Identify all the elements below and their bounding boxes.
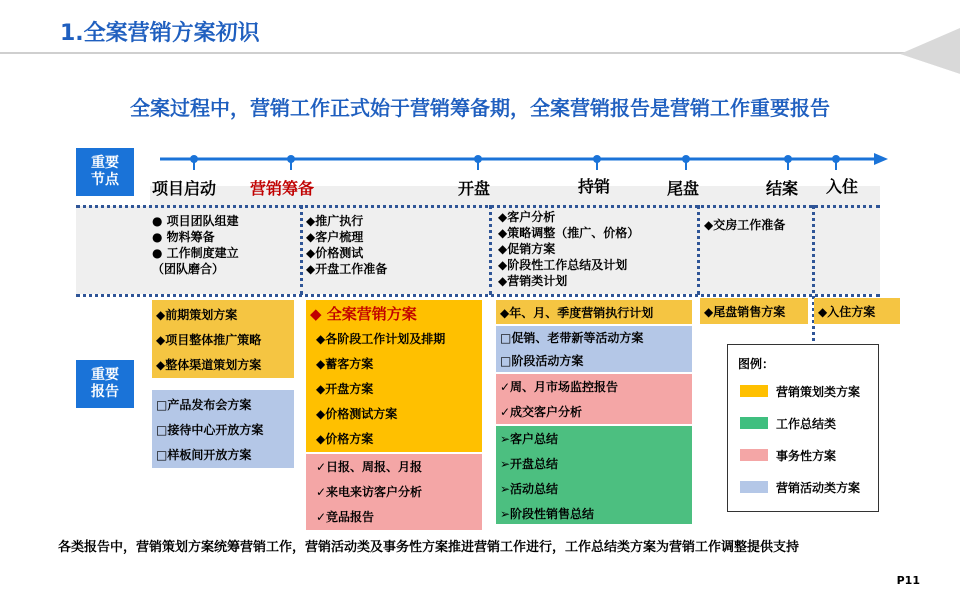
report-item: ➢阶段性销售总结 (500, 507, 595, 521)
legend-swatch (740, 481, 768, 493)
divider-dotted (489, 205, 492, 295)
legend-label: 事务性方案 (776, 448, 837, 463)
list-item: ◆交房工作准备 (704, 218, 786, 232)
legend-item-affairs (728, 439, 878, 471)
work-list-col2 (306, 213, 387, 277)
report-box-activity-col1 (152, 390, 294, 468)
report-box-tail-sales (700, 298, 808, 324)
list-item: ● 物料筹备 (152, 230, 215, 244)
page-title: 1.全案营销方案初识 (60, 21, 260, 46)
report-box-affairs-col2 (306, 454, 482, 530)
work-list-col4 (704, 217, 785, 233)
page-curl-decoration (900, 28, 960, 74)
list-item: ● 工作制度建立 (152, 246, 239, 260)
report-box-strategy-col2 (306, 300, 482, 452)
divider-dotted (812, 205, 815, 355)
list-item: ◆客户梳理 (306, 230, 364, 244)
report-box-activity-col3 (496, 326, 692, 372)
divider-dotted (76, 205, 880, 208)
legend-item-activity (728, 471, 878, 503)
report-item: ◆开盘方案 (316, 382, 374, 396)
milestone-marketing-prep: 营销筹备 (250, 179, 315, 198)
summary-text: 各类报告中，营销策划方案统筹营销工作，营销活动类及事务性方案推进营销工作进行，工作总结类方案为营销工作调整提供支持 (58, 540, 800, 555)
legend-label: 营销策划类方案 (776, 384, 861, 399)
divider-dotted (697, 205, 700, 295)
title-divider (0, 52, 940, 54)
legend-swatch (740, 417, 768, 429)
report-item: ◆蓄客方案 (316, 357, 374, 371)
report-item: ✓成交客户分析 (500, 405, 583, 419)
headline: 全案过程中，营销工作正式始于营销筹备期，全案营销报告是营销工作重要报告 (130, 96, 830, 120)
legend (727, 344, 879, 512)
list-item: ◆营销类计划 (498, 274, 568, 288)
milestone-project-start: 项目启动 (152, 179, 217, 198)
label-milestones: 重要 节点 (76, 148, 134, 196)
label-key-reports: 重要 报告 (76, 360, 134, 408)
legend-title: 图例： (738, 357, 775, 371)
list-item: ◆推广执行 (306, 214, 364, 228)
report-item: ✓竞品报告 (316, 510, 375, 524)
report-box-strategy-col3 (496, 300, 692, 324)
report-box-move-in (814, 298, 900, 324)
report-item: ◆价格方案 (316, 432, 374, 446)
report-item: ✓日报、周报、月报 (316, 460, 423, 474)
list-item: ◆价格测试 (306, 246, 364, 260)
report-item-master-plan: ◆ 全案营销方案 (310, 304, 417, 323)
list-item: ● 项目团队组建 (152, 214, 239, 228)
page-number: P11 (896, 574, 920, 587)
milestone-tail-sales: 尾盘 (667, 179, 700, 198)
report-item: ➢开盘总结 (500, 457, 559, 471)
report-box-summary-col3 (496, 426, 692, 524)
report-item: ◆整体渠道策划方案 (156, 358, 262, 372)
list-item: ◆阶段性工作总结及计划 (498, 258, 628, 272)
legend-label: 工作总结类 (776, 416, 837, 431)
work-list-col3 (498, 209, 639, 289)
milestone-move-in: 入住 (826, 177, 859, 196)
legend-swatch (740, 449, 768, 461)
divider-dotted (76, 294, 880, 297)
legend-item-strategy (728, 375, 878, 407)
report-item: □接待中心开放方案 (156, 423, 264, 437)
report-item: ➢客户总结 (500, 432, 559, 446)
report-item: □促销、老带新等活动方案 (500, 331, 644, 345)
report-item: ◆前期策划方案 (156, 308, 238, 322)
legend-label: 营销活动类方案 (776, 480, 861, 495)
legend-item-summary (728, 407, 878, 439)
report-item: ✓周、月市场监控报告 (500, 380, 619, 394)
report-box-affairs-col3 (496, 374, 692, 424)
list-item: ◆开盘工作准备 (306, 262, 388, 276)
report-item: ◆年、月、季度营销执行计划 (500, 305, 654, 320)
report-item: ◆尾盘销售方案 (704, 304, 786, 319)
work-list-col1 (152, 213, 239, 277)
report-item: ◆入住方案 (818, 304, 876, 319)
milestone-ongoing-sales: 持销 (578, 177, 611, 196)
list-item: ◆促销方案 (498, 242, 556, 256)
report-item: ◆项目整体推广策略 (156, 333, 262, 347)
report-item: ◆各阶段工作计划及排期 (316, 332, 446, 346)
report-item: ✓来电来访客户分析 (316, 485, 423, 499)
report-item: ◆价格测试方案 (316, 407, 398, 421)
report-item: □产品发布会方案 (156, 398, 252, 412)
timeline-arrow (160, 150, 890, 170)
list-item: ◆客户分析 (498, 210, 556, 224)
list-item: （团队磨合） (152, 262, 225, 276)
legend-swatch (740, 385, 768, 397)
report-item: □阶段活动方案 (500, 354, 584, 368)
list-item: ◆策略调整（推广、价格） (498, 226, 640, 240)
report-box-strategy-col1 (152, 300, 294, 378)
divider-dotted (300, 205, 303, 295)
milestone-opening: 开盘 (458, 179, 491, 198)
report-item: ➢活动总结 (500, 482, 559, 496)
report-item: □样板间开放方案 (156, 448, 252, 462)
milestone-closing: 结案 (766, 179, 799, 198)
